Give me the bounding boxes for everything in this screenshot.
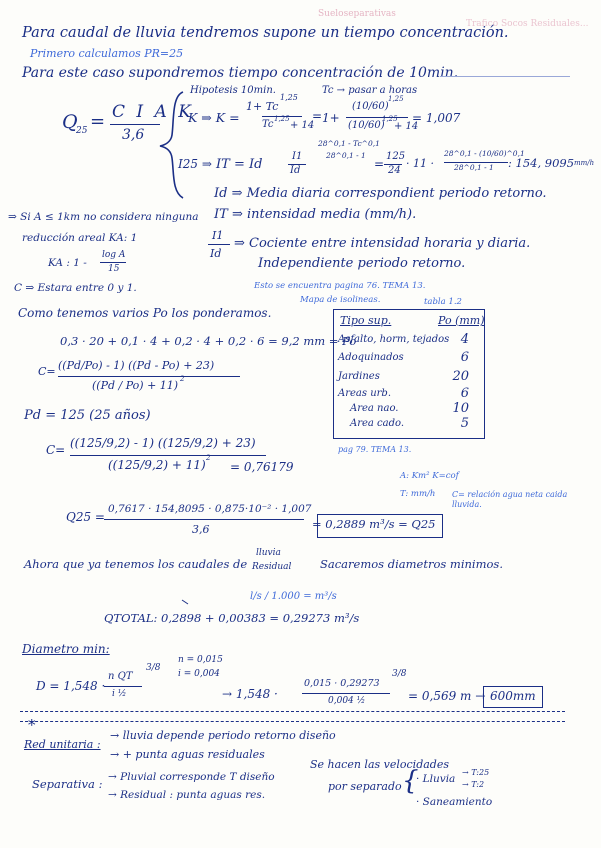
def-independiente: Independiente periodo retorno. (258, 256, 466, 271)
it-label: I25 ⇒ (178, 157, 212, 171)
c1-den-exp: 2 (180, 375, 185, 383)
it-exp-top: 28^0,1 - Tc^0,1 (318, 139, 380, 148)
table-reference: pag 79. TEMA 13. (338, 445, 412, 454)
table-cell-type: Area nao. (350, 403, 399, 414)
k-den-c-exp: 1,25 (382, 115, 398, 123)
table-header-po: Po (mm) (438, 314, 485, 327)
velocidades-lluvia: · Lluvia (416, 773, 456, 785)
diam-d2-bar (302, 693, 390, 694)
table-cell-po: 6 (460, 386, 469, 401)
unitaria-label: Red unitaria : (24, 738, 101, 751)
it-exp2-bot: 28^0,1 - 1 (454, 163, 494, 172)
table-cell-type: Areas urb. (338, 388, 391, 399)
table-row (338, 414, 483, 436)
velocidades-t1: → T:25 (462, 768, 490, 777)
separativa-line-2: → Residual : punta aguas res. (108, 789, 266, 801)
units-note-t: T: mm/h (400, 489, 436, 499)
velocidades-t2: → T:2 (462, 780, 485, 789)
ka-num: log A (102, 250, 126, 260)
diam-title: Diametro min: (22, 642, 110, 656)
header-note: Primero calculamos PR=25 (30, 47, 184, 60)
diam-i-note: i = 0,004 (178, 669, 220, 679)
separativa-label: Separativa : (32, 777, 103, 791)
table-cell-type: Area cado. (350, 418, 405, 429)
def-frac-bar (208, 244, 230, 245)
area-note-2: reducción areal KA: 1 (22, 232, 138, 244)
table-cell-type: Asfalto, horm, tejados (338, 334, 450, 345)
c2-numerator: ((125/9,2) - 1) ((125/9,2) + 23) (70, 436, 256, 450)
k-equals: = (312, 109, 323, 123)
q-numerator: C I A K (112, 102, 194, 122)
diam-exp: 3/8 (146, 663, 161, 673)
it-v-num: 125 (386, 151, 406, 162)
q25-result: = 0,2889 m³/s = Q25 (312, 517, 436, 531)
k-den-b: + 14 (290, 120, 315, 131)
c2-result: = 0,76179 (230, 460, 294, 474)
table-cell-type: Adoquinados (338, 352, 404, 363)
header-line2: Para este caso supondremos tiempo concentración de 10min. (22, 65, 459, 81)
diam-d2-den: 0,004 ½ (328, 696, 366, 706)
separator-line (20, 711, 565, 712)
k-num-b-exp: 1,25 (388, 95, 404, 103)
velocidades-note-1: Se hacen las velocidades (310, 758, 449, 771)
k-den-exp: 1,25 (274, 115, 290, 123)
separator-line (20, 721, 565, 722)
total-unit-note: l/s / 1.000 = m³/s (250, 591, 337, 602)
k-den-d: + 14 (394, 121, 419, 132)
q-denominator: 3,6 (122, 127, 145, 143)
def-it: IT ⇒ intensidad media (mm/h). (214, 207, 417, 222)
k-tc-note: Tc → pasar a horas (322, 85, 418, 96)
diam-frac-num: n QT (108, 671, 133, 682)
def-id: Id ⇒ Media diaria correspondient periodo retorno. (214, 186, 547, 201)
velocidades-brace: { (402, 766, 419, 796)
diam-final: 600mm (490, 689, 536, 703)
table-cell-po: 20 (452, 369, 469, 384)
footer-star: * (28, 716, 36, 734)
it-exp2-top: 28^0,1 - (10/60)^0,1 (444, 149, 525, 158)
diam-d2-num: 0,015 · 0,29273 (304, 678, 380, 689)
pd-line: Pd = 125 (25 años) (24, 408, 151, 423)
area-note-1: ⇒ Si A ≤ 1km no considera ninguna (8, 211, 199, 223)
c2-denominator: ((125/9,2) + 11) (108, 458, 206, 472)
it-dots: · 11 · (406, 157, 434, 170)
ahora-top: lluvia (256, 548, 281, 558)
diam-result: = 0,569 m → (408, 689, 486, 703)
diam-frac-den: i ½ (112, 689, 127, 699)
velocidades-saneamiento: · Saneamiento (416, 796, 493, 808)
diam-n-note: n = 0,015 (178, 655, 223, 665)
it-expr: IT = Id (216, 157, 263, 172)
c-range-note: C ⇒ Estara entre 0 y 1. (14, 282, 137, 294)
lookup-note-a: Esto se encuentra pagina 76. TEMA 13. (254, 281, 426, 291)
q-equals: = (90, 111, 106, 132)
table-cell-po: 5 (460, 416, 469, 431)
q25-bar (104, 519, 304, 520)
def-frac-den: Id (210, 247, 222, 260)
ghost-header-1: Sueloseparativas (318, 9, 396, 19)
it-equals: = (374, 157, 385, 171)
separativa-line-1: → Pluvial corresponde T diseño (108, 771, 275, 783)
page-title: Para caudal de lluvia tendremos supone un tiempo concentración. (22, 25, 509, 41)
k-den-c: (10/60) (348, 120, 385, 131)
it-unit: mm/h (574, 159, 595, 167)
table-cell-po: 10 (452, 401, 469, 416)
ahora-text-b: Sacaremos diametros minimos. (320, 557, 503, 571)
k-frac-bar-2 (346, 117, 408, 118)
diam-d-label: D = 1,548 · (36, 679, 106, 693)
c1-numerator: ((Pd/Po) - 1) ((Pd - Po) + 23) (58, 359, 215, 372)
c1-bar (58, 376, 240, 377)
q25-numerator: 0,7617 · 154,8095 · 0,875·10⁻² · 1,007 (108, 503, 312, 515)
c1-denominator: ((Pd / Po) + 11) (92, 379, 179, 392)
it-v-den: 24 (388, 165, 401, 176)
units-note-c: C= relación agua neta caida lluvida. (452, 490, 568, 510)
k-result: = 1,007 (412, 111, 461, 125)
lookup-note-b: Mapa de isolineas. (300, 295, 381, 305)
it-frac-num: I1 (292, 151, 303, 162)
unitaria-line-2: → + punta aguas residuales (110, 748, 265, 761)
c2-prefix: C= (46, 443, 66, 457)
table-header-type: Tipo sup. (340, 314, 392, 327)
velocidades-note-2: por separado (328, 780, 402, 793)
unitaria-line-1: → lluvia depende periodo retorno diseño (110, 729, 336, 742)
k-expr-a: 1+ Tc (246, 100, 279, 113)
weighted-sum: 0,3 · 20 + 0,1 · 4 + 0,2 · 4 + 0,2 · 6 = 9,2 mm = Po (60, 334, 357, 348)
q-subscript: 25 (76, 126, 88, 136)
q-label: Q (62, 111, 78, 133)
table-cell-type: Jardines (338, 371, 380, 382)
lookup-note-c: tabla 1.2 (424, 297, 462, 307)
k-exp1: 1,25 (280, 93, 298, 102)
ahora-bottom: Residual (252, 562, 292, 572)
ahora-text-a: Ahora que ya tenemos los caudales de (24, 557, 248, 571)
ka-bar (100, 262, 126, 263)
total-line: QTOTAL: 0,2898 + 0,00383 = 0,29273 m³/s (104, 611, 360, 625)
units-note-a: A: Km² K=cof (400, 471, 459, 481)
it-frac-den: Id (290, 165, 301, 176)
q25-denominator: 3,6 (192, 523, 210, 536)
k-label: K ⇒ K = (188, 110, 240, 125)
q25-label: Q25 = (66, 510, 105, 524)
ka-den: 15 (108, 264, 120, 274)
ghost-header-2: Trafico Socos Residuales... (466, 19, 589, 29)
table-cell-po: 4 (460, 332, 469, 347)
ka-formula: KA : 1 - (48, 257, 87, 269)
c1-prefix: C= (38, 365, 56, 378)
k-hypothesis: Hipotesis 10min. (190, 85, 276, 96)
diam-frac-bar (104, 686, 142, 687)
def-frac-num: I1 (212, 229, 224, 242)
it-result: : 154, 9095 (508, 156, 575, 170)
diam-d2-exp: 3/8 (392, 669, 407, 679)
po-intro: Como tenemos varios Po los ponderamos. (18, 306, 272, 320)
c2-den-exp: 2 (206, 454, 211, 462)
k-den-a: Tc (262, 119, 274, 130)
diam-arrow-expr: → 1,548 · (222, 687, 278, 701)
def-cociente: ⇒ Cociente entre intensidad horaria y diaria. (234, 236, 531, 251)
table-cell-po: 6 (460, 350, 469, 365)
k-num-b: (10/60) (352, 101, 389, 112)
c2-bar (70, 455, 266, 456)
it-exp-bot: 28^0,1 - 1 (326, 151, 366, 160)
k-expr-b: 1+ (322, 111, 340, 125)
